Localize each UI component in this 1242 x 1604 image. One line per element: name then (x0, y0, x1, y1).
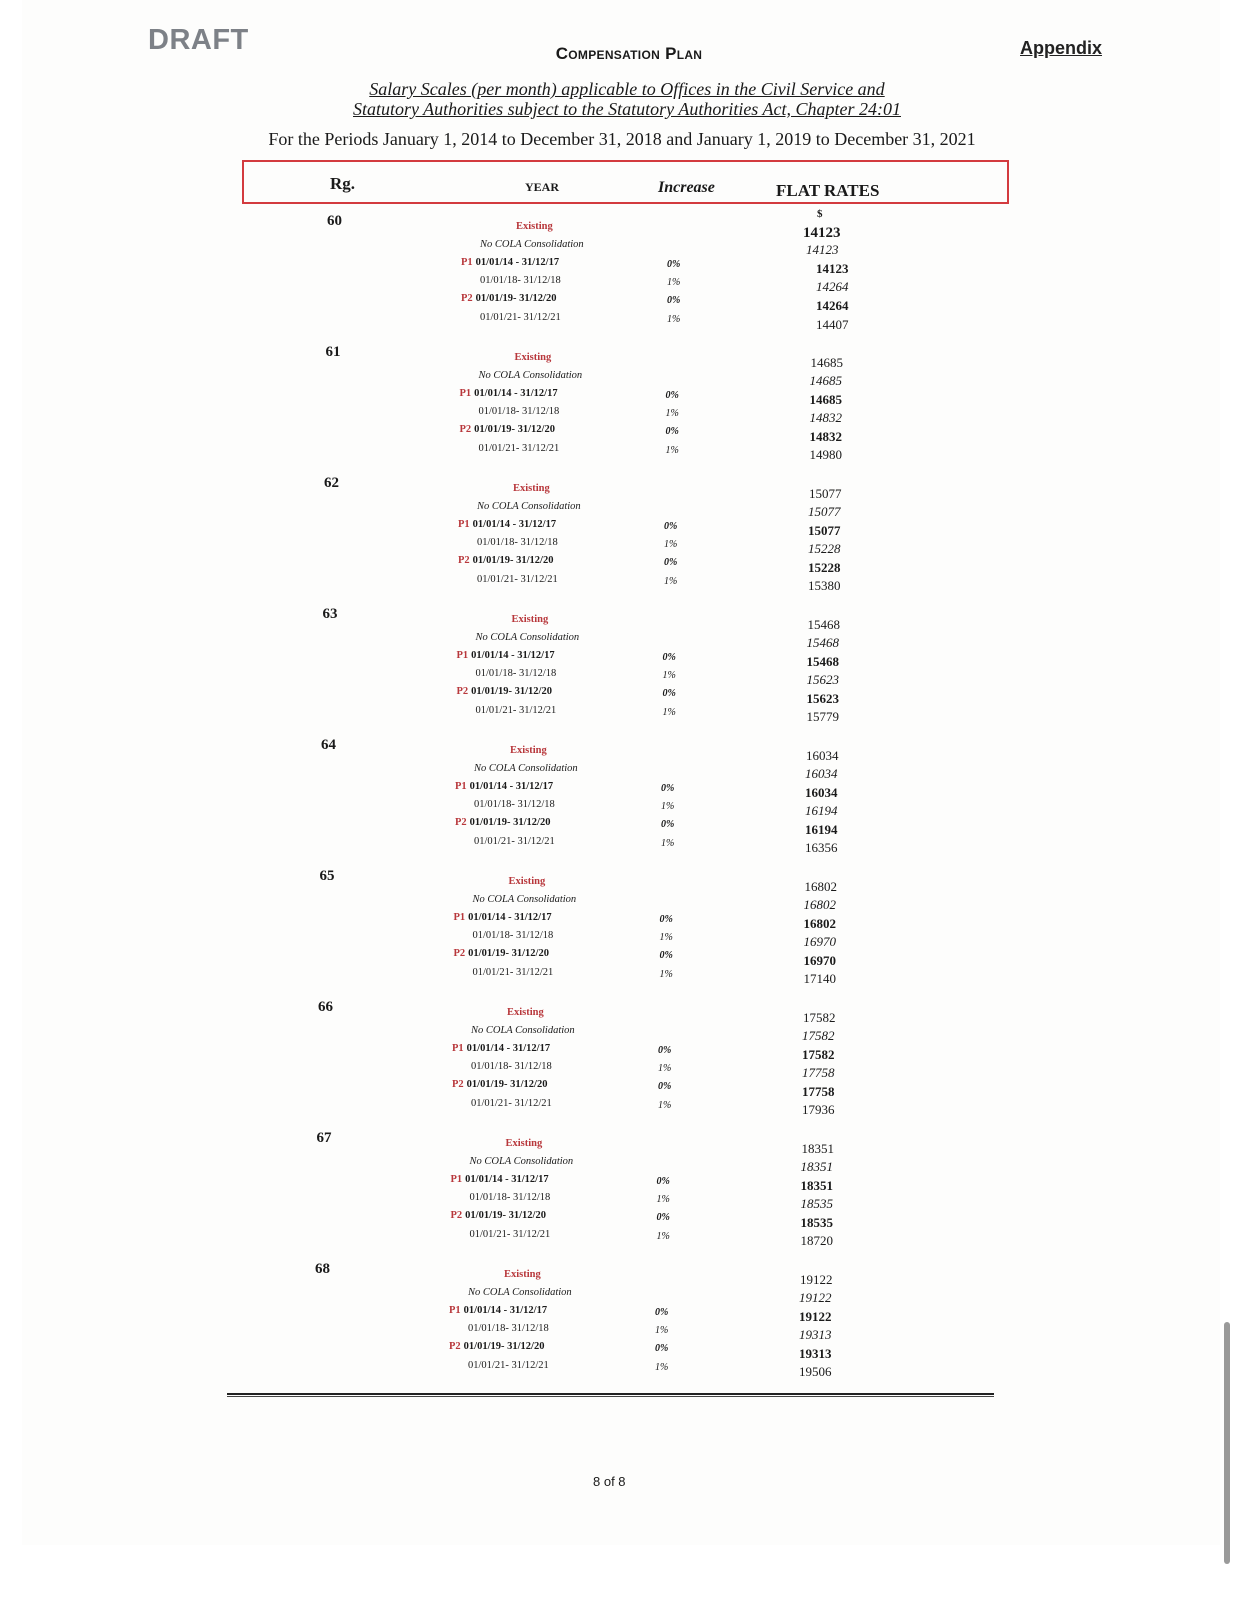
increase-value: 0% (656, 1176, 670, 1187)
year-row (461, 293, 556, 304)
year-row (457, 686, 552, 697)
increase-value: 0% (658, 1081, 672, 1092)
year-label: 01/01/19- 31/12/20 (475, 293, 557, 304)
salary-group (0, 606, 1242, 736)
year-row (479, 443, 560, 454)
period-tag: P2 (458, 555, 470, 566)
increase-value: 0% (659, 914, 673, 925)
year-label: 01/01/14 - 31/12/17 (465, 1174, 549, 1185)
year-row (474, 763, 578, 774)
year-row (512, 614, 549, 625)
salary-group (0, 213, 1242, 343)
subtitle-line-2: Statutory Authorities subject to the Statutory Authorities Act, Chapter 24:01 (353, 99, 901, 119)
flat-rate-value: 18351 (801, 1141, 834, 1156)
currency-symbol: $ (817, 208, 823, 220)
increase-value: 0% (664, 557, 678, 568)
year-label: 01/01/19- 31/12/20 (474, 424, 555, 435)
period-tag: P2 (456, 686, 469, 697)
year-row (476, 668, 557, 679)
flat-rate-value: 14832 (809, 410, 842, 425)
increase-value: 0% (661, 819, 675, 830)
increase-value: 0% (655, 1307, 669, 1318)
flat-rate-value: 14123 (806, 242, 839, 257)
year-label: 01/01/18- 31/12/18 (478, 406, 560, 417)
year-row (513, 483, 550, 494)
flat-rate-value: 17140 (803, 971, 836, 986)
year-row (458, 519, 556, 530)
flat-rate-value: 17758 (802, 1084, 835, 1099)
flat-rate-value: 16194 (805, 822, 838, 837)
flat-rate-value: 17936 (802, 1102, 835, 1117)
draft-watermark: DRAFT (148, 24, 249, 56)
year-label: 01/01/19- 31/12/20 (463, 1341, 545, 1352)
flat-rate-value: 19122 (799, 1309, 832, 1324)
flat-rate-value: 17582 (802, 1047, 835, 1062)
increase-value: 1% (662, 707, 676, 718)
year-row (460, 424, 555, 435)
increase-value: 0% (665, 390, 679, 401)
year-label: 01/01/18- 31/12/18 (477, 537, 558, 548)
year-row (468, 1360, 549, 1371)
year-label: No COLA Consolidation (468, 1287, 572, 1298)
year-label: 01/01/21- 31/12/21 (474, 836, 555, 847)
year-row (516, 221, 553, 232)
range-number: 60 (327, 213, 342, 229)
flat-rate-value: 14264 (816, 279, 849, 294)
header-increase: Increase (658, 179, 715, 196)
increase-value: 1% (667, 277, 681, 288)
year-label: No COLA Consolidation (477, 501, 581, 512)
year-row (477, 537, 558, 548)
period-tag: P1 (449, 1305, 461, 1316)
flat-rate-value: 15468 (807, 617, 840, 632)
year-row (477, 574, 558, 585)
range-number: 64 (321, 737, 336, 753)
flat-rate-value: 15623 (806, 691, 839, 706)
increase-value: 0% (659, 950, 673, 961)
period-tag: P2 (453, 948, 466, 959)
flat-rate-value: 14264 (816, 298, 849, 313)
year-label: 01/01/14 - 31/12/17 (474, 388, 558, 399)
salary-group (0, 1261, 1242, 1391)
flat-rate-value: 15380 (808, 578, 841, 593)
period-tag: P1 (453, 912, 466, 923)
range-number: 65 (319, 868, 335, 884)
flat-rate-value: 15468 (806, 654, 839, 669)
year-label: Existing (510, 745, 547, 756)
year-row (454, 912, 552, 923)
document-title: Compensation Plan (555, 44, 703, 63)
appendix-label: Appendix (1020, 38, 1103, 58)
flat-rate-value: 14685 (810, 355, 843, 370)
year-row (460, 388, 558, 399)
flat-rate-value: 19506 (799, 1364, 832, 1379)
increase-value: 1% (661, 838, 675, 849)
increase-value: 0% (662, 652, 676, 663)
table-bottom-rule (227, 1393, 994, 1397)
flat-rate-value: 16970 (803, 953, 836, 968)
year-label: No COLA Consolidation (478, 370, 583, 381)
year-row (452, 1079, 547, 1090)
year-row (473, 967, 554, 978)
year-label: Existing (513, 483, 550, 494)
year-label: 01/01/18- 31/12/18 (471, 1061, 552, 1072)
scrollbar[interactable] (1224, 1322, 1230, 1564)
year-row (451, 1210, 546, 1221)
year-row (468, 1323, 549, 1334)
year-row (449, 1341, 544, 1352)
increase-value: 0% (658, 1045, 672, 1056)
flat-rate-value: 15228 (808, 560, 841, 575)
flat-rate-value: 19313 (799, 1327, 832, 1342)
year-row (479, 370, 583, 381)
increase-value: 0% (667, 295, 681, 306)
flat-rate-value: 16034 (805, 785, 838, 800)
range-number: 62 (324, 475, 339, 491)
flat-rate-value: 16034 (806, 748, 839, 763)
year-row (461, 257, 559, 268)
header-year: YEAR (525, 180, 560, 194)
year-label: 01/01/14 - 31/12/17 (468, 912, 552, 923)
year-label: 01/01/14 - 31/12/17 (469, 781, 554, 792)
increase-value: 0% (664, 521, 678, 532)
period-tag: P1 (456, 650, 469, 661)
year-label: 01/01/18- 31/12/18 (469, 1192, 551, 1203)
increase-value: 0% (662, 688, 676, 699)
year-row (470, 1229, 551, 1240)
header-range: Rg. (330, 174, 356, 193)
flat-rate-value: 15077 (808, 523, 841, 538)
year-label: 01/01/14 - 31/12/17 (472, 519, 557, 530)
year-row (504, 1269, 541, 1280)
increase-value: 1% (658, 1063, 672, 1074)
salary-group (0, 475, 1242, 605)
year-row (471, 1098, 552, 1109)
salary-group (0, 737, 1242, 867)
period-tag: P1 (458, 519, 470, 530)
flat-rate-value: 14685 (809, 373, 842, 388)
year-row (515, 352, 552, 363)
year-label: 01/01/18- 31/12/18 (468, 1323, 549, 1334)
year-label: 01/01/19- 31/12/20 (469, 817, 551, 828)
flat-rate-value: 14980 (809, 447, 842, 462)
flat-rate-value: 14407 (816, 317, 849, 332)
year-row (455, 817, 550, 828)
flat-rate-value: 15228 (808, 541, 841, 556)
year-row (451, 1174, 549, 1185)
year-row (471, 1061, 552, 1072)
year-label: No COLA Consolidation (469, 1156, 574, 1167)
flat-rate-value: 18720 (800, 1233, 833, 1248)
year-label: Existing (516, 221, 553, 232)
year-row (452, 1043, 550, 1054)
header-flat-rates: FLAT RATES (776, 181, 880, 200)
year-label: 01/01/21- 31/12/21 (471, 1098, 552, 1109)
year-label: No COLA Consolidation (474, 763, 578, 774)
year-label: 01/01/19- 31/12/20 (465, 1210, 546, 1221)
year-row (468, 1287, 572, 1298)
salary-group (0, 868, 1242, 998)
flat-rate-value: 16194 (805, 803, 838, 818)
year-row (474, 799, 555, 810)
year-row (449, 1305, 547, 1316)
flat-rate-value: 17582 (803, 1010, 836, 1025)
period-tag: P2 (450, 1210, 463, 1221)
year-row (477, 501, 581, 512)
increase-value: 1% (667, 314, 681, 325)
year-row (476, 632, 580, 643)
range-number: 66 (318, 999, 333, 1015)
increase-value: 1% (655, 1325, 669, 1336)
year-row (480, 239, 584, 250)
year-label: 01/01/19- 31/12/20 (466, 1079, 548, 1090)
year-label: Existing (504, 1269, 541, 1280)
year-row (454, 948, 549, 959)
flat-rate-value: 19122 (800, 1272, 833, 1287)
year-row (470, 1156, 574, 1167)
range-number: 63 (322, 606, 338, 622)
increase-value: 1% (659, 969, 673, 980)
year-label: No COLA Consolidation (472, 894, 577, 905)
flat-rate-value: 17758 (802, 1065, 835, 1080)
increase-value: 0% (656, 1212, 670, 1223)
year-label: 01/01/18- 31/12/18 (472, 930, 554, 941)
period-tag: P2 (449, 1341, 461, 1352)
year-row (507, 1007, 544, 1018)
flat-rate-value: 15623 (806, 672, 839, 687)
year-label: 01/01/21- 31/12/21 (480, 312, 561, 323)
year-label: 01/01/14 - 31/12/17 (475, 257, 560, 268)
flat-rate-value: 16034 (805, 766, 838, 781)
year-row (510, 745, 547, 756)
flat-rate-value: 15077 (808, 504, 841, 519)
year-row (509, 876, 546, 887)
year-label: No COLA Consolidation (480, 239, 584, 250)
increase-value: 0% (665, 426, 679, 437)
flat-rate-value: 18351 (800, 1159, 833, 1174)
period-tag: P1 (450, 1174, 463, 1185)
flat-rate-value: 18535 (800, 1215, 833, 1230)
flat-rate-value: 16802 (803, 916, 836, 931)
year-row (479, 406, 560, 417)
year-row (480, 275, 561, 286)
increase-value: 0% (661, 783, 675, 794)
year-label: No COLA Consolidation (471, 1025, 575, 1036)
range-number: 61 (325, 344, 341, 360)
year-label: 01/01/21- 31/12/21 (475, 705, 557, 716)
salary-group (0, 1130, 1242, 1260)
increase-value: 1% (664, 539, 678, 550)
year-label: 01/01/14 - 31/12/17 (466, 1043, 551, 1054)
year-row (506, 1138, 543, 1149)
year-label: 01/01/14 - 31/12/17 (463, 1305, 548, 1316)
flat-rate-value: 19313 (799, 1346, 832, 1361)
period-tag: P2 (461, 293, 473, 304)
year-row (458, 555, 553, 566)
flat-rate-value: 19122 (799, 1290, 832, 1305)
increase-value: 1% (656, 1194, 670, 1205)
year-label: 01/01/21- 31/12/21 (469, 1229, 551, 1240)
increase-value: 0% (655, 1343, 669, 1354)
year-row (480, 312, 561, 323)
year-row (457, 650, 555, 661)
period-tag: P1 (452, 1043, 464, 1054)
year-label: 01/01/19- 31/12/20 (472, 555, 554, 566)
salary-group (0, 344, 1242, 474)
increase-value: 1% (659, 932, 673, 943)
year-row (476, 705, 557, 716)
flat-rate-value: 17582 (802, 1028, 835, 1043)
range-number: 68 (315, 1261, 330, 1277)
year-label: 01/01/18- 31/12/18 (474, 799, 555, 810)
period-tag: P2 (455, 817, 467, 828)
flat-rate-value: 15077 (809, 486, 842, 501)
year-label: 01/01/19- 31/12/20 (471, 686, 552, 697)
increase-value: 1% (664, 576, 678, 587)
flat-rate-value: 14123 (816, 261, 849, 276)
year-label: 01/01/21- 31/12/21 (478, 443, 560, 454)
year-label: 01/01/18- 31/12/18 (480, 275, 561, 286)
periods-line: For the Periods January 1, 2014 to December 31, 2018 and January 1, 2019 to December 31, 2021 (268, 129, 976, 149)
flat-rate-value: 14123 (803, 225, 841, 241)
year-label: 01/01/14 - 31/12/17 (471, 650, 555, 661)
increase-value: 1% (665, 445, 679, 456)
flat-rate-value: 14685 (809, 392, 842, 407)
salary-group (0, 999, 1242, 1129)
period-tag: P2 (452, 1079, 464, 1090)
page-number: 8 of 8 (593, 1474, 626, 1489)
year-label: Existing (507, 1007, 544, 1018)
table-header-box (242, 160, 1009, 204)
year-row (473, 894, 577, 905)
year-label: 01/01/21- 31/12/21 (472, 967, 554, 978)
flat-rate-value: 14832 (809, 429, 842, 444)
period-tag: P1 (461, 257, 473, 268)
year-row (473, 930, 554, 941)
flat-rate-value: 15468 (806, 635, 839, 650)
year-row (470, 1192, 551, 1203)
flat-rate-value: 18351 (800, 1178, 833, 1193)
increase-value: 1% (656, 1231, 670, 1242)
increase-value: 1% (665, 408, 679, 419)
flat-rate-value: 16802 (803, 897, 836, 912)
increase-value: 1% (662, 670, 676, 681)
year-label: 01/01/21- 31/12/21 (468, 1360, 549, 1371)
year-row (455, 781, 553, 792)
year-row (474, 836, 555, 847)
period-tag: P1 (459, 388, 472, 399)
year-label: 01/01/21- 31/12/21 (477, 574, 558, 585)
flat-rate-value: 18535 (800, 1196, 833, 1211)
flat-rate-value: 16970 (803, 934, 836, 949)
year-label: No COLA Consolidation (475, 632, 580, 643)
increase-value: 0% (667, 259, 681, 270)
year-label: Existing (514, 352, 552, 363)
increase-value: 1% (655, 1362, 669, 1373)
flat-rate-value: 16356 (805, 840, 838, 855)
increase-value: 1% (661, 801, 675, 812)
year-label: 01/01/18- 31/12/18 (475, 668, 557, 679)
flat-rate-value: 16802 (804, 879, 837, 894)
increase-value: 1% (658, 1100, 672, 1111)
period-tag: P1 (455, 781, 467, 792)
year-label: Existing (511, 614, 549, 625)
subtitle-line-1: Salary Scales (per month) applicable to Offices in the Civil Service and (369, 79, 885, 99)
flat-rate-value: 15779 (806, 709, 839, 724)
period-tag: P2 (459, 424, 472, 435)
year-label: Existing (505, 1138, 543, 1149)
year-label: 01/01/19- 31/12/20 (468, 948, 549, 959)
year-row (471, 1025, 575, 1036)
range-number: 67 (316, 1130, 332, 1146)
year-label: Existing (508, 876, 546, 887)
